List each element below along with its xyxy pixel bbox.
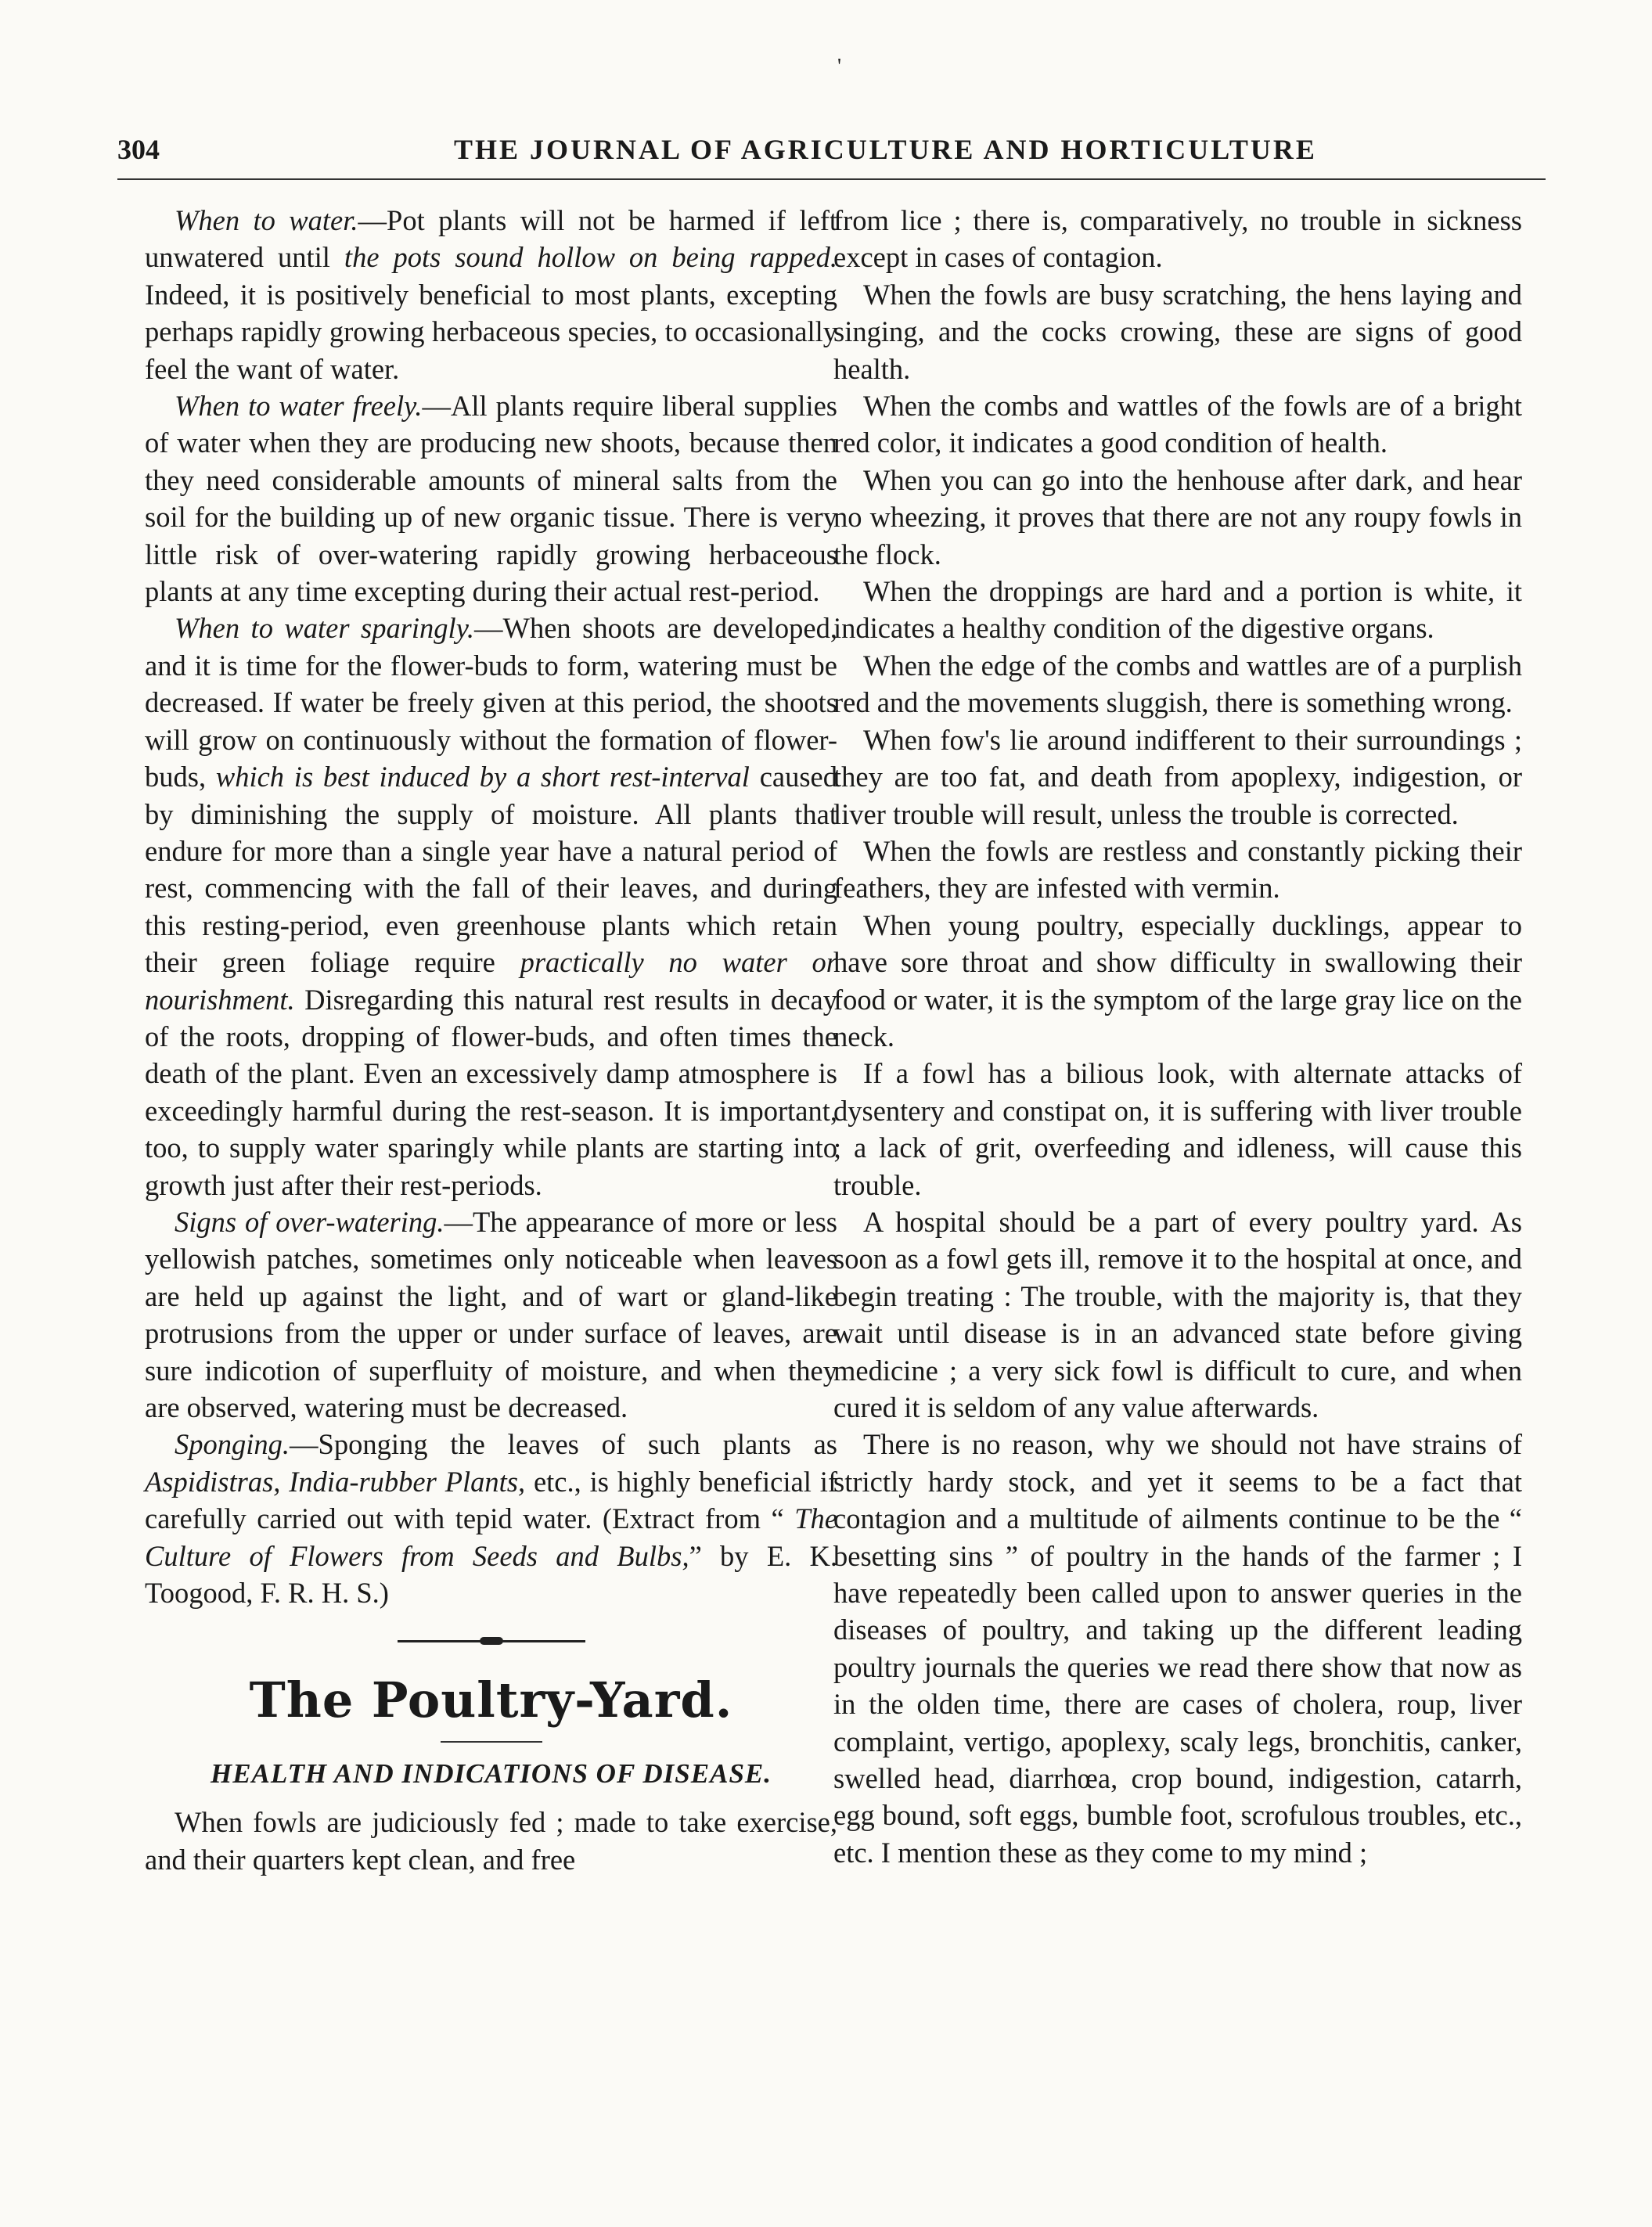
paragraph-lead: When to water sparingly. [175, 612, 475, 645]
paragraph-text: —Pot plants will not be harmed if left unwatered until [145, 204, 837, 274]
paragraph-text: —All plants require liberal supplies of water when they are producing new shoots, because then they need considerable amounts of mineral salts from the soil for the building up of new organic tissue. There is very little risk of over-watering rapidly growing herbaceous plants at any time excepting during their actual rest-period. [145, 390, 837, 608]
paragraph-text: Indeed, it is positively beneficial to most plants, excepting perhaps rapidly growing herbaceous species, to occasionally feel the want of water. [145, 278, 837, 385]
paragraph-text: caused by diminishing the supply of moisture. All plants that endure for more than a single year have a natural period of rest, commencing with the fall of their leaves, and during this resting-period, even greenhouse plants which retain their green foliage require [145, 761, 837, 979]
ornamental-divider [398, 1635, 585, 1647]
paragraph: When fow's lie around indifferent to their surroundings ; they are too fat, and death from apoplexy, indigestion, or liver trouble will result, unless the trouble is corrected. [833, 723, 1522, 830]
paragraph: There is no reason, why we should not have strains of strictly hardy stock, and yet it seems to be a fact that contagion and a multitude of ailments continue to be the “ besetting sins ” of poultry in the hands of the farmer ; I have repeatedly been called upon to answer queries in the diseases of poultry, and taking up the different leading poultry journals the queries we read there show that now as in the olden time, there are cases of cholera, roup, liver complaint, vertigo, apoplexy, scaly legs, bronchitis, canker, swelled head, diarrhœa, crop bound, indigestion, catarrh, egg bound, soft eggs, bumble foot, scrofulous troubles, etc., etc. I mention these as they come to my mind ; [833, 1428, 1522, 1869]
paragraph-water-freely [145, 387, 837, 610]
right-column [833, 202, 1522, 1871]
paragraph: A hospital should be a part of every poultry yard. As soon as a fowl gets ill, remove it to the hospital at once, and begin treating : The trouble, with the majority is, that they wait until disease is in an advanced state before giving medicine ; a very sick fowl is difficult to cure, and when cured it is seldom of any value afterwards. [833, 1205, 1522, 1423]
paragraph-over-watering [145, 1203, 837, 1426]
page-header [117, 133, 1546, 171]
paragraph-text: —The appearance of more or less yellowish patches, sometimes only noticeable when leaves are held up against the light, and of wart or gland-like protrusions from the upper or under surface of leaves, are sure indicotion of superfluity of moisture, and when they are observed, watering must be decreased. [145, 1205, 837, 1423]
paragraph-text: —Sponging the leaves of such plants as [290, 1428, 837, 1461]
paragraph: When the droppings are hard and a portion is white, it indicates a healthy condition of the digestive organs. [833, 575, 1522, 645]
paragraph: When the combs and wattles of the fowls are of a bright red color, it indicates a good condition of health. [833, 390, 1522, 459]
running-head: THE JOURNAL OF AGRICULTURE AND HORTICULTURE [454, 134, 1317, 165]
paragraph-text: ” by E. K. Toogood, F. R. H. S.) [145, 1539, 838, 1610]
emphasis-text: Aspidistras, India-rubber Plants, [145, 1465, 526, 1498]
header-rule [117, 178, 1546, 180]
paragraph-water-sparingly [145, 610, 837, 1203]
emphasis-text: The Culture of Flowers from Seeds and Bulbs, [145, 1502, 837, 1572]
paragraph-sponging [145, 1426, 837, 1611]
paragraph: If a fowl has a bilious look, with alternate attacks of dysentery and constipat on, it is suffering with liver trouble ; a lack of grit, overfeeding and idleness, will cause this trouble. [833, 1057, 1522, 1201]
paragraph-lead: When to water freely. [175, 390, 423, 423]
emphasis-text: the pots sound hollow on being rapped. [344, 241, 838, 274]
paragraph-lead: Signs of over-watering. [175, 1205, 444, 1238]
paragraph-text: —When shoots are developed, and it is time for the flower-buds to form, watering must be decreased. If water be freely given at this period, the shoots will grow on continuously without the formation of flower-buds, [145, 612, 838, 793]
paragraph: When young poultry, especially ducklings, appear to have sore throat and show difficulty in swallowing their food or water, it is the symptom of the large gray lice on the neck. [833, 908, 1522, 1052]
section-title: The Poultry-Yard. [249, 1671, 733, 1729]
paragraph-when-to-water [145, 202, 837, 387]
emphasis-text: practically no water or nourishment. [145, 946, 837, 1016]
emphasis-text: which is best induced by a short rest-interval [215, 761, 750, 793]
paragraph: When you can go into the henhouse after dark, and hear no wheezing, it proves that there are not any roupy fowls in the flock. [833, 463, 1522, 570]
paragraph-text: Disregarding this natural rest results in decay of the roots, dropping of flower-buds, and often times the death of the plant. Even an excessively damp atmosphere is exceedingly harmful during the rest-season. It is important, too, to supply water sparingly while plants are starting into growth just after their rest-periods. [145, 983, 837, 1201]
paragraph-continued: from lice ; there is, comparatively, no trouble in sickness except in cases of contagion. [833, 204, 1522, 274]
paragraph: When the fowls are restless and constantly picking their feathers, they are infested with vermin. [833, 834, 1522, 905]
page-number: 304 [117, 134, 160, 165]
paragraph: When the fowls are busy scratching, the hens laying and singing, and the cocks crowing, these are signs of good health. [833, 278, 1522, 385]
title-rule [441, 1741, 542, 1743]
paragraph-text: etc., is highly beneficial if carefully carried out with tepid water. (Extract from “ [145, 1465, 837, 1535]
paragraph-fowls-fed [145, 1804, 837, 1878]
left-column [145, 202, 837, 1878]
paragraph: When the edge of the combs and wattles are of a purplish red and the movements sluggish, there is something wrong. [833, 649, 1522, 719]
print-mark: ' [837, 55, 842, 79]
paragraph-lead: Sponging. [175, 1428, 290, 1461]
paragraph-lead: When to water. [175, 204, 358, 236]
paragraph-text: When fowls are judiciously fed ; made to take exercise, and their quarters kept clean, and free [145, 1806, 837, 1876]
subheading: HEALTH AND INDICATIONS OF DISEASE. [210, 1758, 772, 1790]
